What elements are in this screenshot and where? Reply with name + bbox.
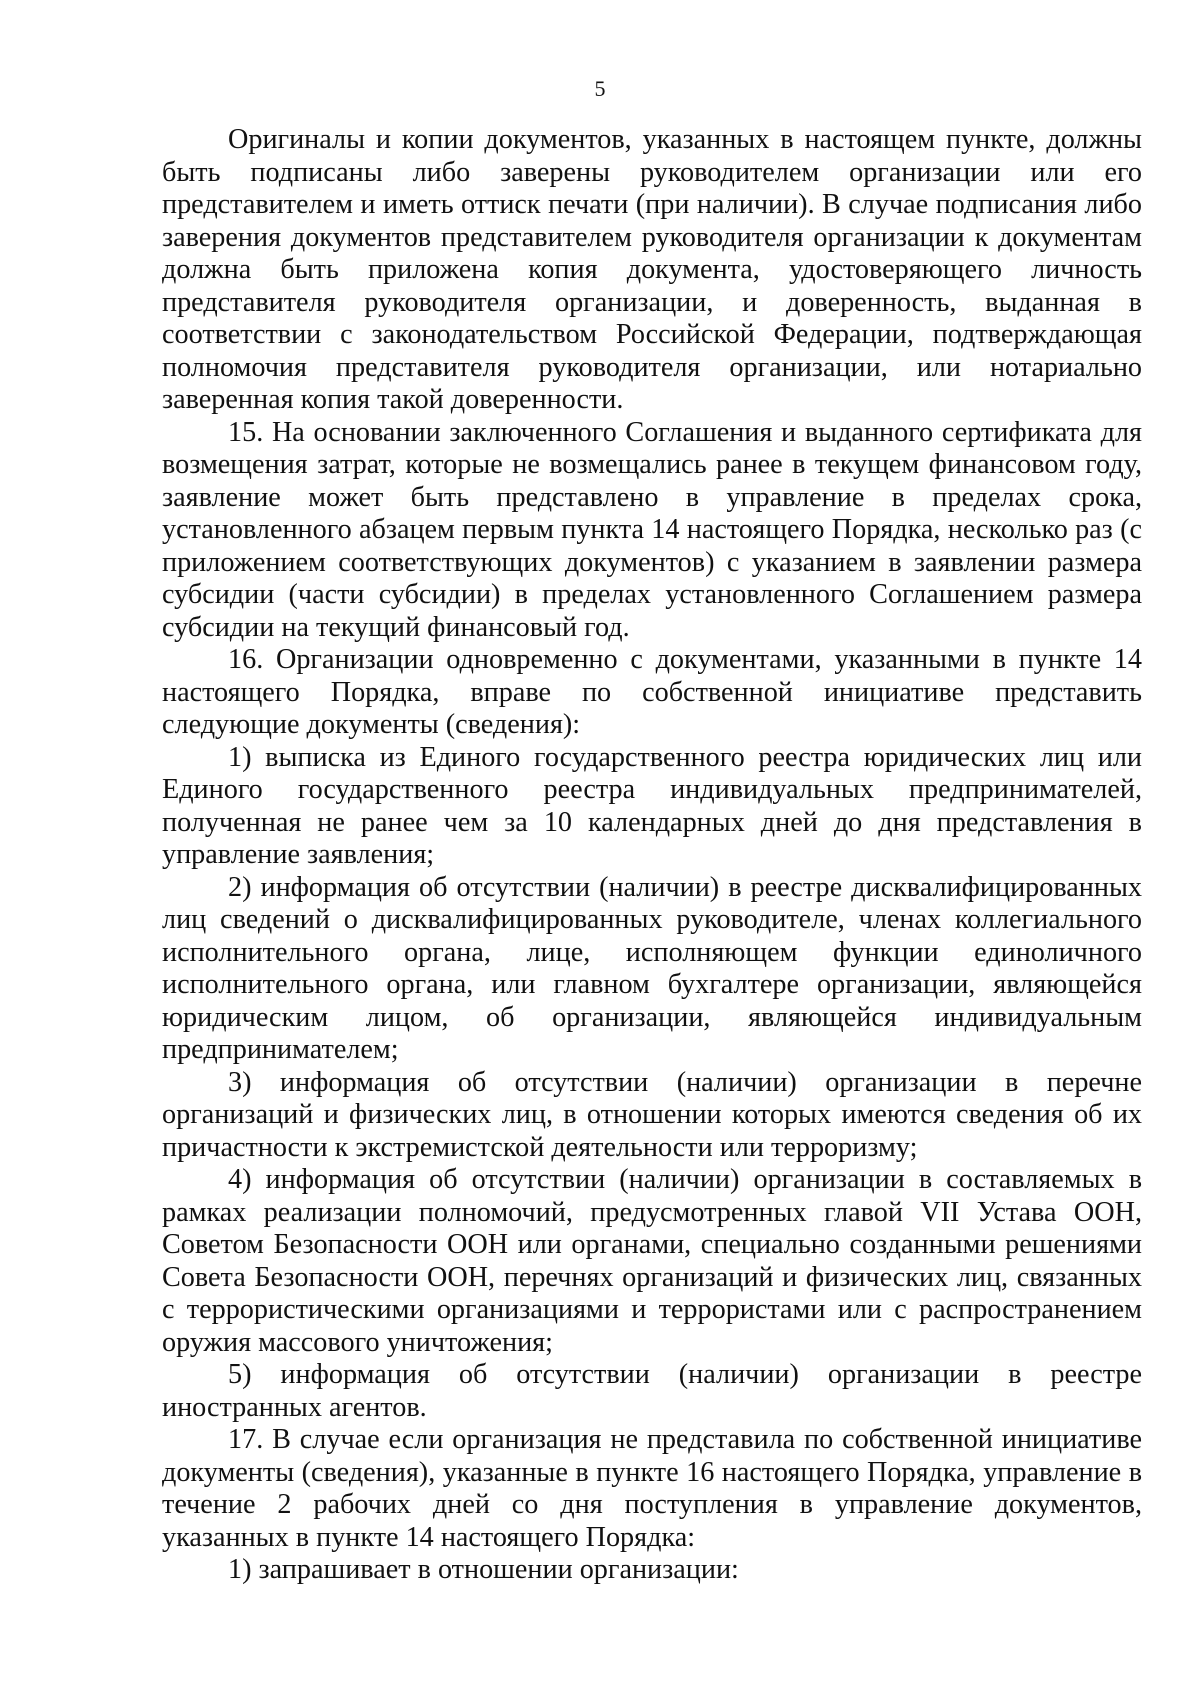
paragraph-item-15: 15. На основании заключенного Соглашения и выданного сертификата для возмещения затрат, которые не возмещались ранее в текущем финансовом году, заявление может быть представлено в управление в пределах срока, установленного абзацем первым пункта 14 настоящего Порядка, несколько раз (с приложением соответствующих документов) с указанием в заявлении размера субсидии (части субсидии) в пределах установленного Соглашением размера субсидии на текущий финансовый год.	[162, 416, 1142, 643]
paragraph-item-16-4: 4) информация об отсутствии (наличии) организации в составляемых в рамках реализации полномочий, предусмотренных главой VII Устава ООН, Советом Безопасности ООН или органами, специально созданными решениями Совета Безопасности ООН, перечнях организаций и физических лиц, связанных с террористическими организациями и террористами или с распространением оружия массового уничтожения;	[162, 1164, 1142, 1358]
document-body	[162, 124, 1142, 1587]
paragraph-item-16: 16. Организации одновременно с документами, указанными в пункте 14 настоящего Порядка, вправе по собственной инициативе представить следующие документы (сведения):	[162, 644, 1142, 740]
page-number: 5	[594, 76, 606, 101]
paragraph-originals-copies: Оригиналы и копии документов, указанных в настоящем пункте, должны быть подписаны либо заверены руководителем организации или его представителем и иметь оттиск печати (при наличии). В случае подписания либо заверения документов представителем руководителя организации к документам должна быть приложена копия документа, удостоверяющего личность представителя руководителя организации, и доверенность, выданная в соответствии с законодательством Российской Федерации, подтверждающая полномочия представителя руководителя организации, или нотариально заверенная копия такой доверенности.	[162, 124, 1142, 415]
paragraph-item-17: 17. В случае если организация не представила по собственной инициативе документы (сведения), указанные в пункте 16 настоящего Порядка, управление в течение 2 рабочих дней со дня поступления в управление документов, указанных в пункте 14 настоящего Порядка:	[162, 1424, 1142, 1553]
paragraph-item-16-3: 3) информация об отсутствии (наличии) организации в перечне организаций и физических лиц, в отношении которых имеются сведения об их причастности к экстремистской деятельности или терроризму;	[162, 1066, 1142, 1163]
paragraph-item-16-2: 2) информация об отсутствии (наличии) в реестре дисквалифицированных лиц сведений о дисквалифицированных руководителе, членах коллегиального исполнительного органа, лице, исполняющем функции единоличного исполнительного органа, или главном бухгалтере организации, являющейся юридическим лицом, об организации, являющейся индивидуальным предпринимателем;	[162, 871, 1142, 1065]
paragraph-item-16-5: 5) информация об отсутствии (наличии) организации в реестре иностранных агентов.	[162, 1359, 1142, 1423]
paragraph-item-16-1: 1) выписка из Единого государственного реестра юридических лиц или Единого государственного реестра индивидуальных предпринимателей, полученная не ранее чем за 10 календарных дней до дня представления в управление заявления;	[162, 741, 1142, 870]
paragraph-item-17-1: 1) запрашивает в отношении организации:	[228, 1554, 739, 1585]
